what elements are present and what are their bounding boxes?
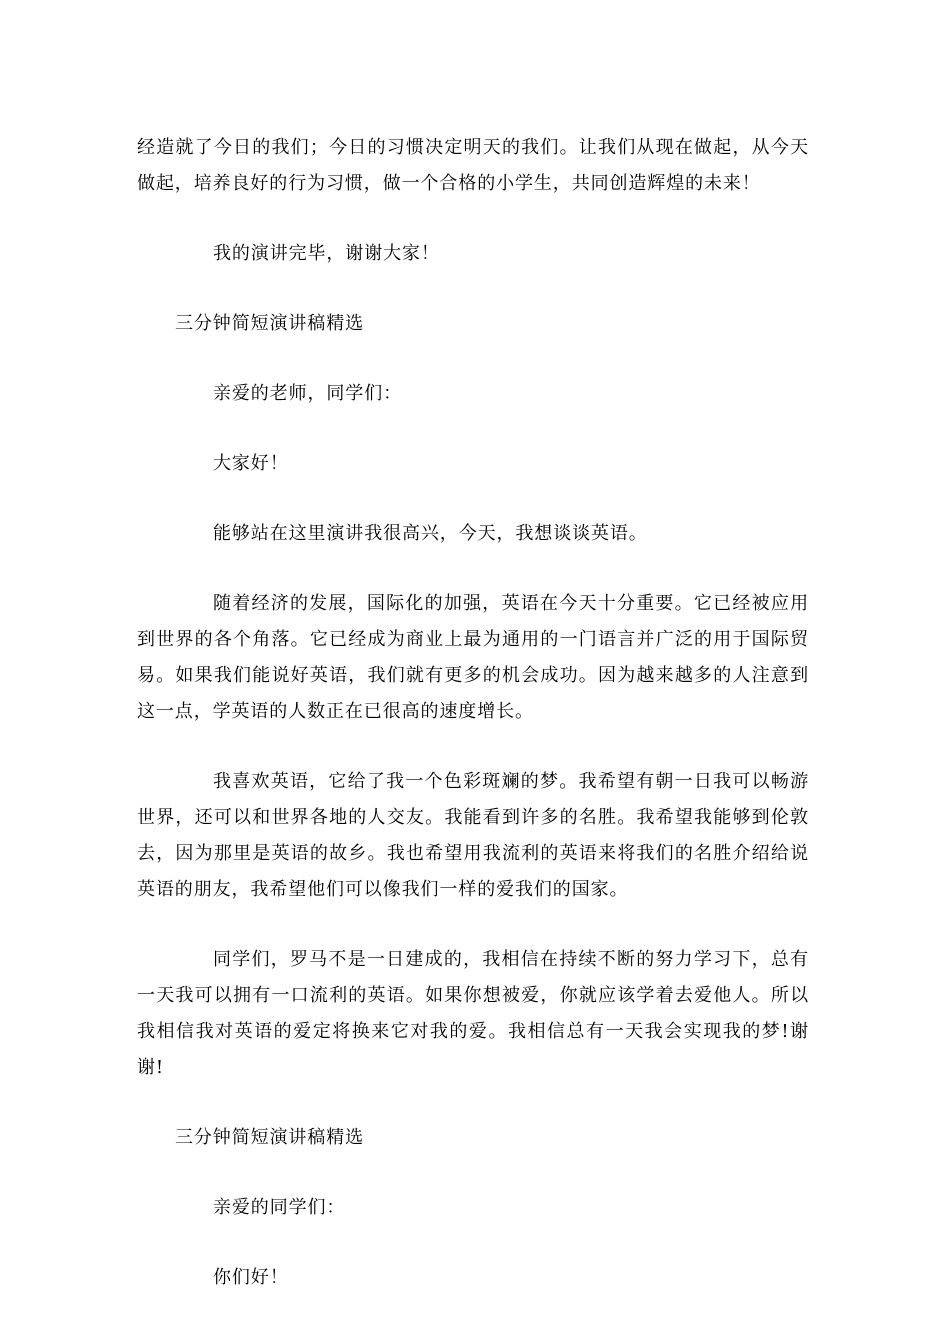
paragraph-body: 同学们，罗马不是一日建成的，我相信在持续不断的努力学习下，总有一天我可以拥有一口流利的英语。如果你想被爱，你就应该学着去爱他人。所以我相信我对英语的爱定将换来它对我的爱。我相信总有一天我会实现我的梦!谢谢! bbox=[137, 949, 809, 1078]
document-body bbox=[137, 130, 809, 1330]
paragraph-greeting: 你们好！ bbox=[213, 1267, 289, 1288]
paragraph-body: 我喜欢英语，它给了我一个色彩斑斓的梦。我希望有朝一日我可以畅游世界，还可以和世界各地的人交友。我能看到许多的名胜。我希望我能够到伦敦去，因为那里是英语的故乡。我也希望用我流利的英语来将我们的名胜介绍给说英语的朋友，我希望他们可以像我们一样的爱我们的国家。 bbox=[137, 771, 809, 900]
paragraph-body: 随着经济的发展，国际化的加强，英语在今天十分重要。它已经被应用到世界的各个角落。它已经成为商业上最为通用的一门语言并广泛的用于国际贸易。如果我们能说好英语，我们就有更多的机会成功。因为越来越多的人注意到这一点，学英语的人数正在已很高的速度增长。 bbox=[137, 593, 809, 722]
paragraph-closing-continuation: 经造就了今日的我们；今日的习惯决定明天的我们。让我们从现在做起，从今天做起，培养良好的行为习惯，做一个合格的小学生，共同创造辉煌的未来！ bbox=[137, 137, 809, 194]
section-heading: 三分钟简短演讲稿精选 bbox=[175, 1127, 364, 1148]
paragraph-salutation: 亲爱的同学们： bbox=[213, 1197, 346, 1218]
paragraph-greeting: 大家好！ bbox=[213, 453, 289, 474]
paragraph-thanks: 我的演讲完毕，谢谢大家！ bbox=[213, 243, 440, 264]
paragraph-salutation: 亲爱的老师，同学们： bbox=[213, 383, 402, 404]
paragraph-intro: 能够站在这里演讲我很高兴，今天，我想谈谈英语。 bbox=[213, 523, 648, 544]
section-heading: 三分钟简短演讲稿精选 bbox=[175, 313, 364, 334]
